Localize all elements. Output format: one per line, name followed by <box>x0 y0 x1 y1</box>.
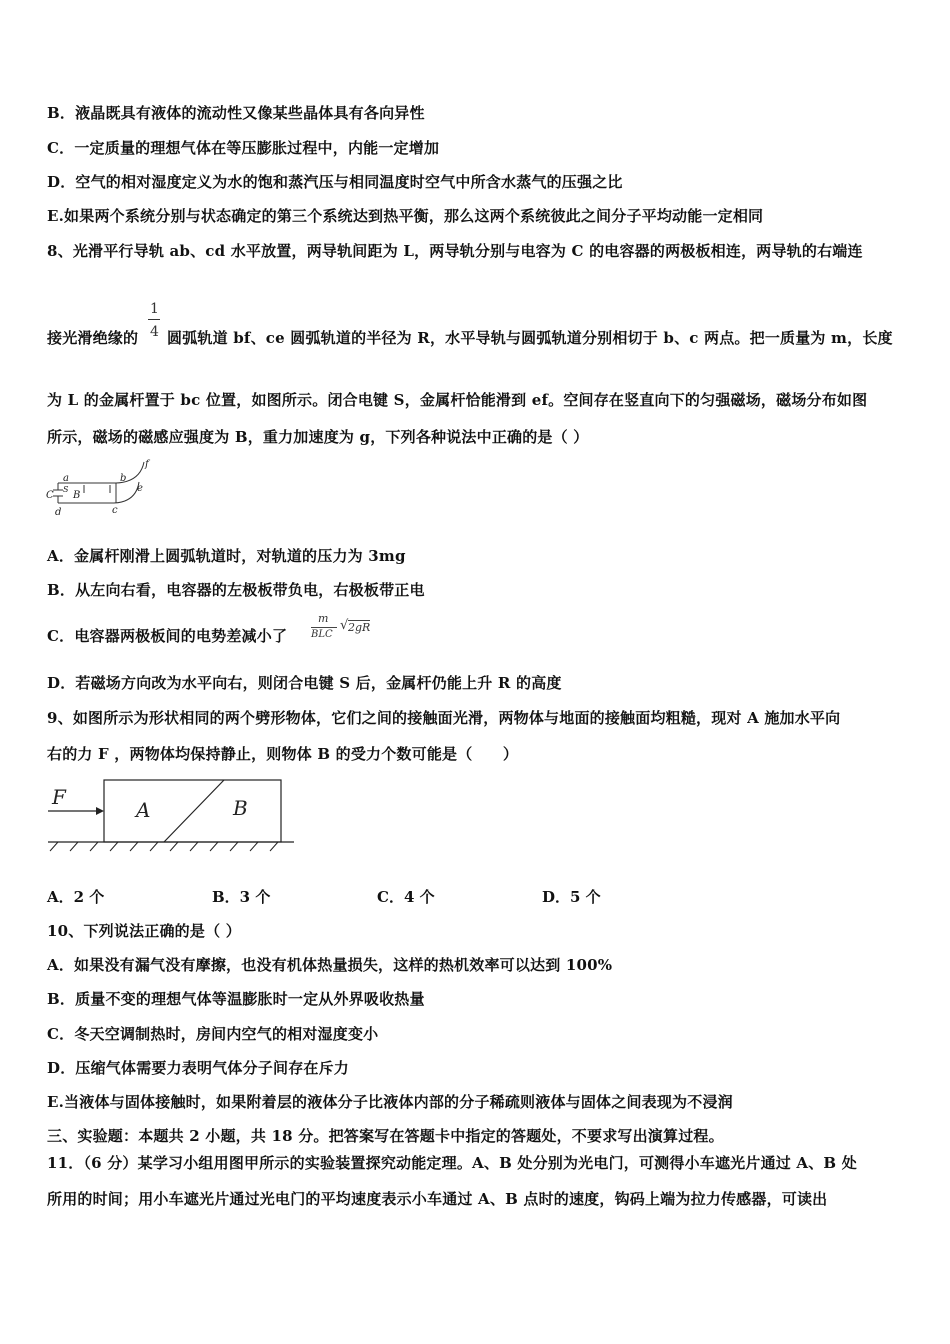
q10-stem: 10、下列说法正确的是（ ） <box>47 922 241 940</box>
q8-label-capacitor: C <box>46 490 54 501</box>
q8-fraction-denominator: 4 <box>150 324 159 340</box>
q8-fraction-numerator: 1 <box>150 301 159 317</box>
q8-option-a: A．金属杆刚滑上圆弧轨道时，对轨道的压力为 3mg <box>47 547 406 565</box>
q9-label-block-a: A <box>136 798 151 822</box>
q10-option-c: C．冬天空调制热时，房间内空气的相对湿度变小 <box>47 1025 379 1043</box>
q11-stem-line2: 所用的时间；用小车遮光片通过光电门的平均速度表示小车通过 A、B 点时的速度，钩码上端为拉力传感器，可读出 <box>47 1190 828 1208</box>
q8-option-c-radicand: 2gR <box>348 621 371 634</box>
q8-fraction-bar <box>148 319 160 320</box>
q9-option-d: D．5 个 <box>542 888 601 906</box>
q9-label-block-b: B <box>233 796 248 820</box>
q8-label-a: a <box>63 473 69 484</box>
q8-label-switch: S <box>63 485 69 494</box>
section-3-heading: 三、实验题：本题共 2 小题，共 18 分。把答案写在答题卡中指定的答题处，不要求写出演算过程。 <box>47 1127 724 1145</box>
q9-force-arrowhead <box>96 807 104 815</box>
q11-stem-line1: 11．（6 分）某学习小组用图甲所示的实验装置探究动能定理。A、B 处分别为光电门，可测得小车遮光片通过 A、B 处 <box>47 1154 857 1172</box>
q10-option-b: B．质量不变的理想气体等温膨胀时一定从外界吸收热量 <box>47 990 425 1008</box>
q8-option-c: C．电容器两极板间的电势差减小了 <box>47 627 288 645</box>
q9-option-b: B．3 个 <box>212 888 271 906</box>
q7-option-c: C．一定质量的理想气体在等压膨胀过程中，内能一定增加 <box>47 139 440 157</box>
q7-option-d: D．空气的相对湿度定义为水的饱和蒸汽压与相同温度时空气中所含水蒸气的压强之比 <box>47 173 623 191</box>
q9-stem-line2: 右的力 F ，两物体均保持静止，则物体 B 的受力个数可能是（ ） <box>47 745 519 763</box>
q8-stem-line4: 所示，磁场的磁感应强度为 B，重力加速度为 g，下列各种说法中正确的是（ ） <box>47 428 589 446</box>
q8-stem-line1: 8、光滑平行导轨 ab、cd 水平放置，两导轨间距为 L，两导轨分别与电容为 C 的电容器的两极板相连，两导轨的右端连 <box>47 242 863 260</box>
q8-option-b: B．从左向右看，电容器的左极板带负电，右极板带正电 <box>47 581 425 599</box>
q8-stem-line2b: 圆弧轨道 bf、ce 圆弧轨道的半径为 R，水平导轨与圆弧轨道分别相切于 b、c 两点。把一质量为 m，长度 <box>167 329 893 347</box>
q8-label-d: d <box>55 507 62 518</box>
q8-option-c-radical: √ <box>340 618 349 633</box>
q8-label-c: c <box>112 505 118 516</box>
q9-wedge-diagram <box>46 778 296 854</box>
q8-label-f: f <box>145 459 149 470</box>
q7-option-b: B．液晶既具有液体的流动性又像某些晶体具有各向异性 <box>47 104 425 122</box>
q9-option-c: C．4 个 <box>377 888 435 906</box>
q10-option-a: A．如果没有漏气没有摩擦，也没有机体热量损失，这样的热机效率可以达到 100% <box>47 956 613 974</box>
q8-option-c-denominator: BLC <box>311 629 333 640</box>
q9-option-a: A．2 个 <box>47 888 105 906</box>
q8-option-c-numerator: m <box>318 612 329 625</box>
q7-option-e: E.如果两个系统分别与状态确定的第三个系统达到热平衡，那么这两个系统彼此之间分子平均动能一定相同 <box>47 207 764 225</box>
q8-stem-line2a: 接光滑绝缘的 <box>47 329 139 347</box>
q10-option-e: E.当液体与固体接触时，如果附着层的液体分子比液体内部的分子稀疏则液体与固体之间表现为不浸润 <box>47 1093 733 1111</box>
q8-label-field: B <box>73 490 81 501</box>
q8-stem-line3: 为 L 的金属杆置于 bc 位置，如图所示。闭合电键 S，金属杆恰能滑到 ef。空间存在竖直向下的匀强磁场，磁场分布如图 <box>47 391 868 409</box>
q9-ground-hatching <box>50 842 278 851</box>
q9-stem-line1: 9、如图所示为形状相同的两个劈形物体，它们之间的接触面光滑，两物体与地面的接触面均粗糙，现对 A 施加水平向 <box>47 709 841 727</box>
q8-option-c-fraction-bar <box>311 627 337 628</box>
q8-label-b: b <box>120 473 127 484</box>
q8-option-d: D．若磁场方向改为水平向右，则闭合电键 S 后，金属杆仍能上升 R 的高度 <box>47 674 562 692</box>
q8-rail-diagram <box>44 456 156 518</box>
q10-option-d: D．压缩气体需要力表明气体分子间存在斥力 <box>47 1059 350 1077</box>
q8-label-e: e <box>137 483 143 494</box>
q9-label-force: F <box>52 785 66 809</box>
